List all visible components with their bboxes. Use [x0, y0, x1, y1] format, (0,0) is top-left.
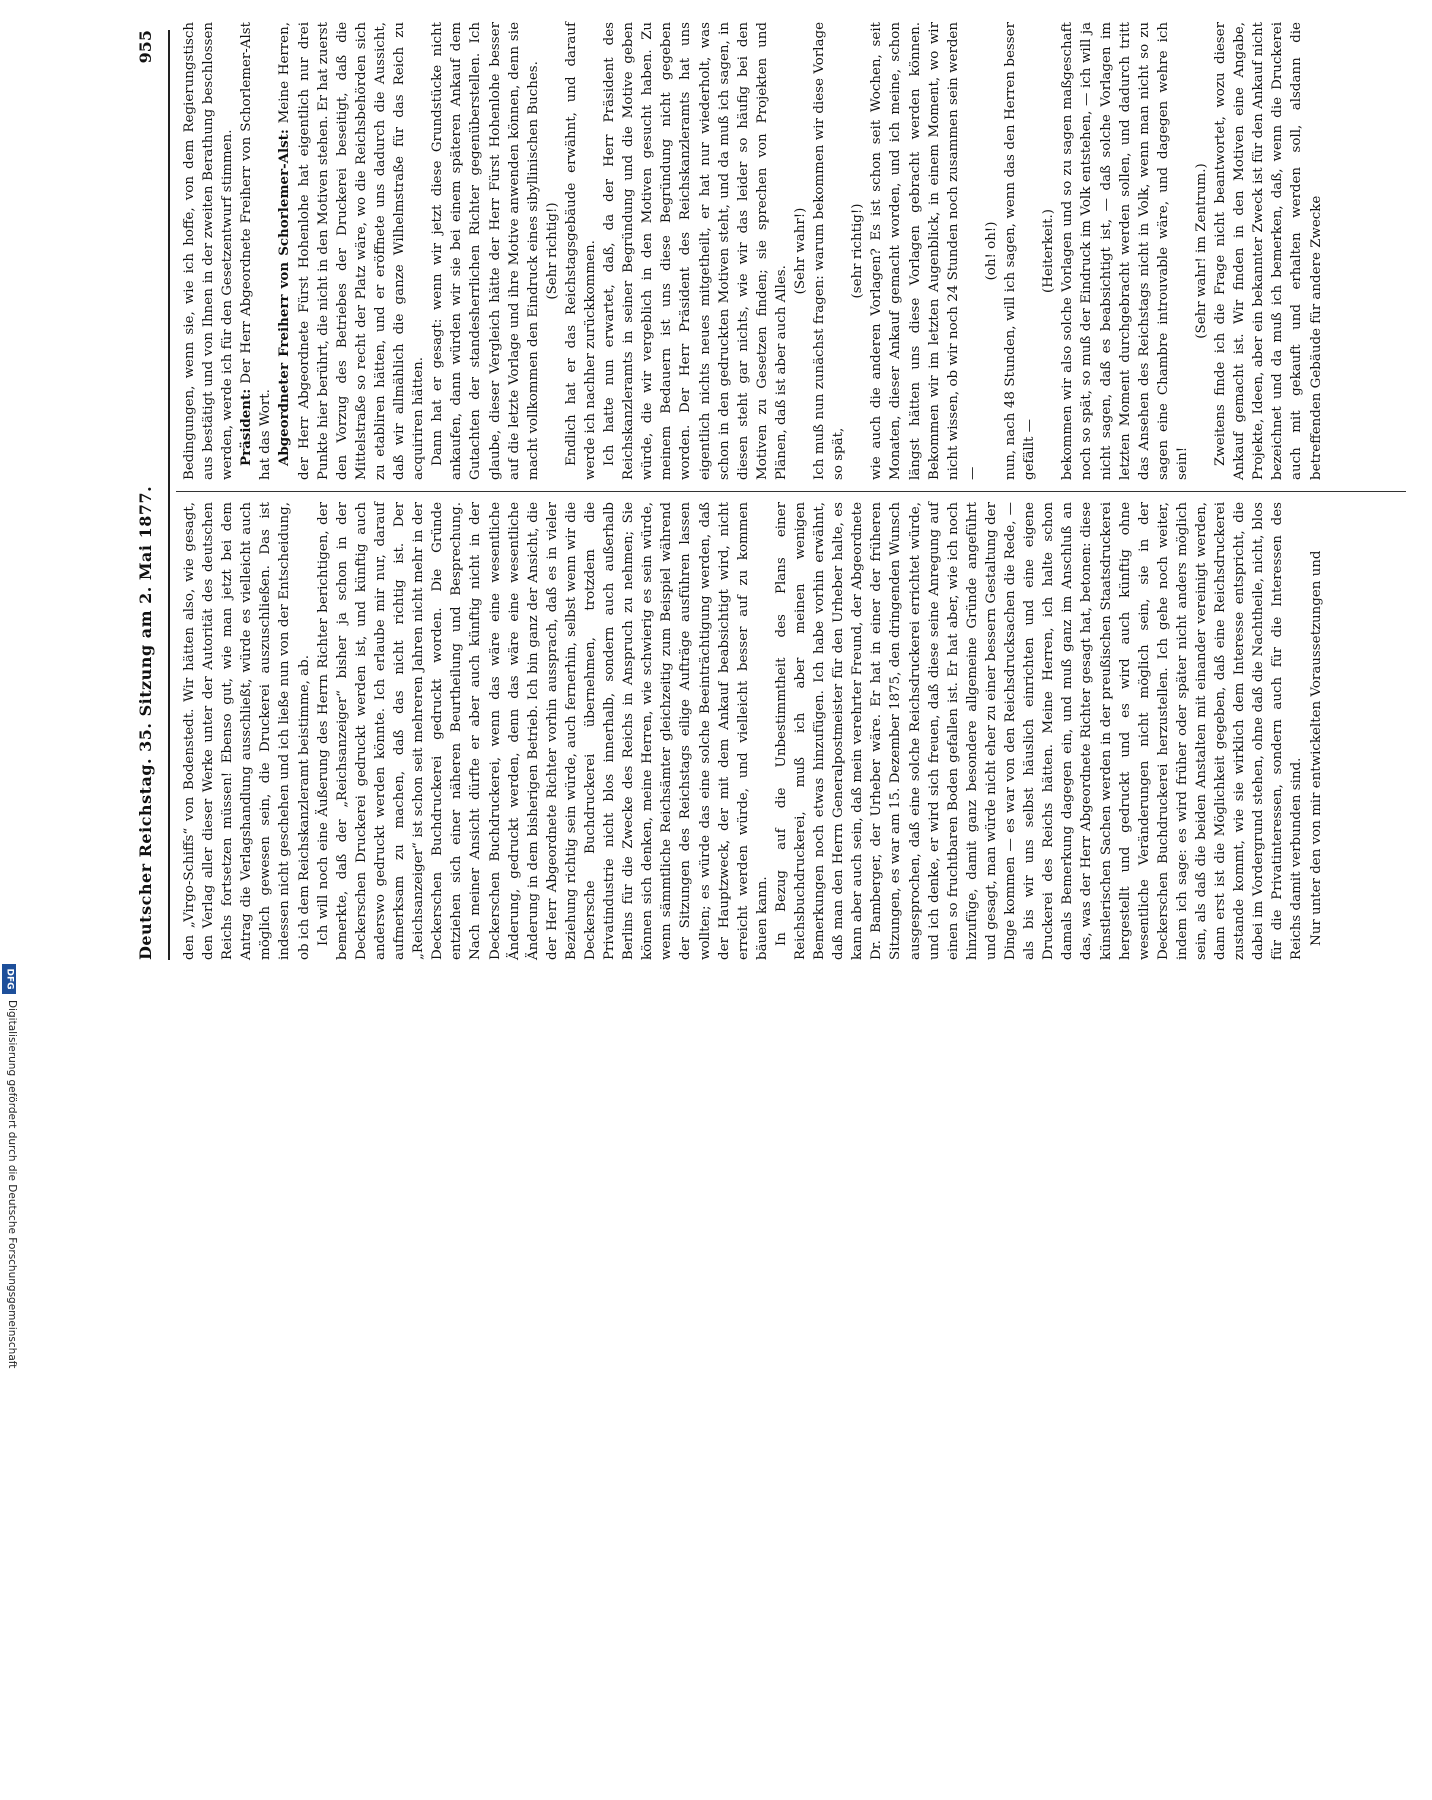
paragraph: Bedingungen, wenn sie, wie ich hoffe, von dem Regierungstisch aus bestätigt und von Ihnen in der zweiten Berathung beschlossen werden, werde ich für den Gesetzentwurf stimmen.: [182, 22, 236, 480]
paragraph: (Sehr wahr! im Zentrum.): [1193, 163, 1209, 339]
paragraph: Präsident: Der Herr Abgeordnete Freiherr von Schorlemer-Alst hat das Wort.: [238, 22, 274, 480]
digitization-credit-text: Digitalisierung gefördert durch die Deutsche Forschungsgemeinschaft: [6, 1000, 18, 1369]
paragraph: den „Virgo-Schiffs“ von Bodenstedt. Wir hätten also, wie gesagt, den Verlag aller dieser Werke unter der Autorität des deutschen Reichs fortsetzen müssen! Ebenso gut, wie man jetzt bei dem Antrag die Verlagshandlung ausschließt, würde es vielleicht auch möglich gewesen sein, die Druckerei auszuschließen. Das ist indessen nicht geschehen und ich ließe nun von der Entscheidung, ob ich dem Reichskanzleramt beistimme, ab.: [182, 502, 312, 960]
paragraph: nun, nach 48 Stunden, will ich sagen, wenn das den Herren besser gefällt —: [1003, 22, 1038, 480]
paragraph: Zweitens finde ich die Frage nicht beantwortet, wozu dieser Ankauf gemacht ist. Wir finden in den Motiven eine Angabe, Projekte, Ideen, aber ein bekannter Zweck ist für den Ankauf nicht bezeichnet und da muß ich bemerken, daß, wenn die Druckerei auch mit gekauft und erhalten werden soll, alsdann die betreffenden Gebäude für andere Zwecke: [1213, 22, 1324, 480]
column-divider: [176, 491, 1406, 492]
paragraph: Endlich hat er das Reichstagsgebäude erwähnt, und darauf werde ich nachher zurückkommen.: [563, 22, 598, 480]
page-title: Deutscher Reichstag. 35. Sitzung am 2. Mai 1877.: [136, 485, 155, 960]
paragraph: (oh! oh!): [983, 221, 999, 281]
paragraph: Ich will noch eine Äußerung des Herrn Richter berichtigen, der bemerkte, daß der „Reichsanzeiger“ bisher ja schon in der Deckerschen Druckerei gedruckt werden ist, und künftig auch anderswo gedruckt werden könnte. Ich erlaube mir nur, darauf aufmerksam zu machen, daß das nicht richtig ist. Der „Reichsanzeiger“ ist schon seit mehreren Jahren nicht mehr in der Deckerschen Buchdruckerei gedruckt worden. Die Gründe entziehen sich einer näheren Beurtheilung und Besprechung. Nach meiner Ansicht dürfte er aber auch künftig nicht in der Deckerschen Buchdruckerei, wenn das wäre eine wesentliche Änderung, gedruckt werden, denn das wäre eine wesentliche Änderung in dem bisherigen Betrieb. Ich bin ganz der Ansicht, die der Herr Abgeordnete Richter vorhin aussprach, daß es in vieler Beziehung richtig sein würde, auch fernerhin, selbst wenn wir die Deckersche Buchdruckerei übernehmen, trotzdem die Privatindustrie nicht blos innerhalb, sondern auch außerhalb Berlins für die Zwecke des Reichs in Anspruch zu nehmen; Sie können sich denken, meine Herren, wie schwierig es sein würde, wenn sämmtliche Reichsämter gleichzeitig zum Beispiel während der Sitzungen des Reichstags eilige Aufträge ausführen lassen wollten; es würde das eine solche Beeinträchtigung werden, daß der Hauptzweck, der mit dem Ankauf beabsichtigt wird, nicht erreicht werden würde, und vielleicht besser auf zu kommen bäuen kann.: [315, 502, 770, 960]
speaker-name: Abgeordneter Freiherr von Schorlemer-Alst:: [276, 129, 293, 466]
rotated-page-scan: [80, 0, 1432, 1000]
paragraph: Nur unter den von mir entwickelten Voraussetzungen und: [1308, 550, 1324, 946]
page-number: 955: [136, 30, 155, 64]
speaker-name: Präsident:: [238, 388, 255, 466]
paragraph: Dann hat er gesagt: wenn wir jetzt diese Grundstücke nicht ankaufen, dann würden wir sie bei einem späteren Ankauf dem Gutachten der standesherrlichen Richter gegenüberstellen. Ich glaube, dieser Vergleich hätte der Herr Fürst Hohenlohe besser auf die letzte Vorlage und ihre Motive anwenden können, denn sie macht vollkommen den Eindruck eines sibyllinischen Buches.: [430, 22, 541, 480]
paragraph: Ich muß nun zunächst fragen: warum bekommen wir diese Vorlage so spät,: [812, 22, 847, 480]
paragraph: (sehr richtig!): [850, 203, 866, 299]
right-text-column: [180, 22, 1326, 480]
paragraph: Ich hatte nun erwartet, daß, da der Herr Präsident des Reichskanzleramts in seiner Begründung und die Motive geben würde, die wir vergeblich in den Motiven gesucht haben. Zu meinem Bedauern ist uns diese Begründung nicht gegeben worden. Der Herr Präsident des Reichskanzleramts hat uns eigentlich nichts neues mitgetheilt, er hat nur wiederholt, was schon in den gedruckten Motiven steht, und da muß ich sagen, in diesen steht gar nichts, wie wir das leider so häufig bei den Motiven zu Gesetzen finden; sie sprechen von Projekten und Plänen, daß ist aber auch Alles.: [602, 22, 789, 480]
digitization-credit: [2, 200, 22, 1369]
paragraph: (Sehr wahr!): [793, 207, 808, 295]
left-text-column: [180, 502, 1326, 960]
dfg-logo-icon: [2, 964, 16, 994]
paragraph: (Sehr richtig!): [544, 202, 560, 300]
paragraph: wie auch die anderen Vorlagen? Es ist schon seit Wochen, seit Monaten, dieser Ankauf gemacht worden, und ich meine, schon längst hätten uns diese Vorlagen gebracht werden können. Bekommen wir im letzten Augenblick, in einem Moment, wo wir nicht wissen, ob wir noch 24 Stunden noch zusammen sein werden —: [869, 22, 980, 480]
paragraph: bekommen wir also solche Vorlagen und so zu sagen maßgeschaft noch so spät, so muß der Eindruck im Volk entstehen, — ich will ja nicht sagen, daß es beabsichtigt ist, — daß solche Vorlagen im letzten Moment durchgebracht werden sollen, und dadurch tritt das Ansehen des Reichstags nicht in Volk, wenn man nicht so zu sagen eine Chambre introuvable wäre, und dagegen wehre ich sein!: [1060, 22, 1190, 480]
paragraph: In Bezug auf die Unbestimmtheit des Plans einer Reichsbuchdruckerei, muß ich aber meinen wenigen Bemerkungen noch etwas hinzufügen. Ich habe vorhin erwähnt, daß man den Herrn Generalpostmeister für den Urheber halte, es kann aber auch sein, daß mein verehrter Freund, der Abgeordnete Dr. Bamberger, der Urheber wäre. Er hat in einer der früheren Sitzungen, es war am 15. Dezember 1875, den dringenden Wunsch ausgesprochen, daß eine solche Reichsdruckerei errichtet würde, und ich denke, er wird sich freuen, daß diese seine Anregung auf einen so fruchtbaren Boden gefallen ist. Er hat aber, wie ich noch hinzufüge, damit ganz besondere allgemeine Gründe angeführt und gesagt, man würde nicht eher zu einer bessern Gestaltung der Dinge kommen — es war von den Reichsdrucksachen die Rede, — als bis wir uns selbst häuslich einrichten und eine eigene Druckerei des Reichs hätten. Meine Herren, ich halte schon damals Bemerkung dagegen ein, und muß ganz im Anschluß an das, was der Herr Abgeordnete Richter gesagt hat, betonen: diese künstlerischen Sachen werden in der preußischen Staatsdruckerei hergestellt und gedruckt und es wird auch künftig ohne wesentliche Veränderungen nicht möglich sein, sie in der Deckerschen Buchdruckerei herzustellen. Ich gehe noch weiter, indem ich sage: es wird früher oder später nicht anders möglich sein, als daß die beiden Anstalten mit einander vereinigt werden, dann erst ist die Möglichkeit gegeben, daß eine Reichsdruckerei zustande kommt, wie sie wirklich dem Interesse entspricht, die dabei im Vordergrund stehen, ohne daß die Nachtheile, nicht, blos für die Privatinteressen, sondern auch für die Interessen des Reichs damit verbunden sind.: [773, 502, 1305, 960]
paragraph: Abgeordneter Freiherr von Schorlemer-Alst: Meine Herren, der Herr Abgeordnete Fürst Hohenlohe hat eigentlich nur drei Punkte hier berührt, die nicht in den Motiven stehen. Er hat zuerst den Vorzug des Betriebes der Druckerei beseitigt, daß die Mittelstraße so recht der Platz wäre, wo die Reichsbehörden sich zu etabliren hätten, und er eröffnete uns dadurch die Aussicht, daß wir allmählich die ganze Wilhelmstraße für das Reich zu acquiriren hätten.: [276, 22, 427, 480]
dfg-logo-text: DFG: [4, 968, 15, 990]
paragraph: (Heiterkeit.): [1041, 209, 1057, 293]
page-header: [128, 30, 170, 960]
